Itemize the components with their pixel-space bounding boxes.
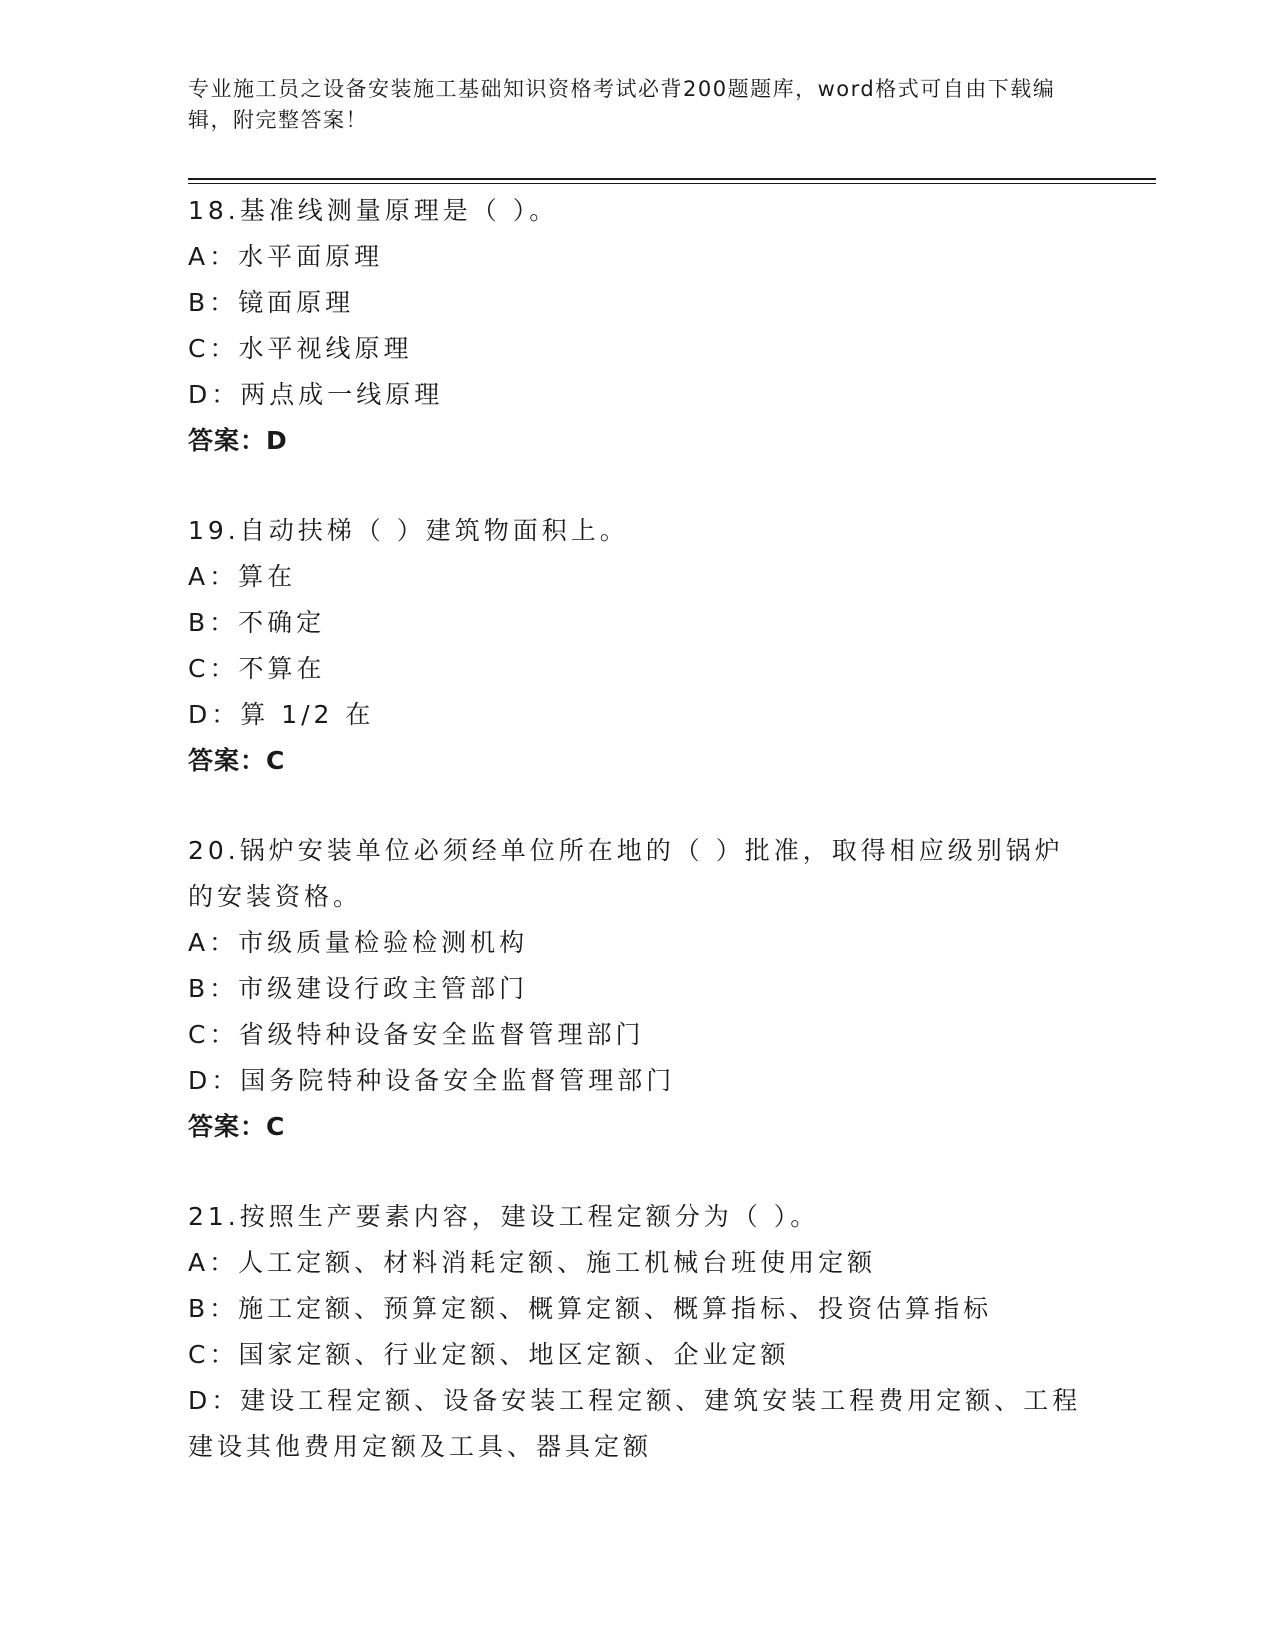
option-b: B：施工定额、预算定额、概算定额、概算指标、投资估算指标 xyxy=(188,1294,993,1323)
option-c: C：不算在 xyxy=(188,654,326,683)
answer-label: 答案：C xyxy=(188,746,286,775)
question-19 xyxy=(188,508,1088,784)
option-d: D：算 1/2 在 xyxy=(188,700,375,729)
option-b: B：镜面原理 xyxy=(188,288,355,317)
question-stem: 20.锅炉安装单位必须经单位所在地的（ ）批准，取得相应级别锅炉的安装资格。 xyxy=(188,836,1064,911)
option-c: C：水平视线原理 xyxy=(188,334,413,363)
option-d: D：建设工程定额、设备安装工程定额、建筑安装工程费用定额、工程建设其他费用定额及工具、器具定额 xyxy=(188,1386,1082,1461)
option-b: B：市级建设行政主管部门 xyxy=(188,974,529,1003)
option-a: A：人工定额、材料消耗定额、施工机械台班使用定额 xyxy=(188,1248,877,1277)
question-list xyxy=(188,188,1088,1514)
header-divider-thin xyxy=(188,183,1156,184)
option-a: A：市级质量检验检测机构 xyxy=(188,928,529,957)
option-b: B：不确定 xyxy=(188,608,326,637)
question-stem: 19.自动扶梯（ ）建筑物面积上。 xyxy=(188,516,629,545)
option-a: A：水平面原理 xyxy=(188,242,384,271)
question-stem: 21.按照生产要素内容，建设工程定额分为（ ）。 xyxy=(188,1202,820,1231)
option-d: D：国务院特种设备安全监督管理部门 xyxy=(188,1066,676,1095)
option-c: C：国家定额、行业定额、地区定额、企业定额 xyxy=(188,1340,790,1369)
document-header-text: 专业施工员之设备安装施工基础知识资格考试必背200题题库，word格式可自由下载编辑，附完整答案！ xyxy=(188,77,1056,132)
question-18 xyxy=(188,188,1088,464)
option-c: C：省级特种设备安全监督管理部门 xyxy=(188,1020,645,1049)
answer-label: 答案：D xyxy=(188,426,288,455)
option-d: D：两点成一线原理 xyxy=(188,380,444,409)
answer-label: 答案：C xyxy=(188,1112,286,1141)
question-20 xyxy=(188,828,1088,1150)
header-divider-thick xyxy=(188,178,1156,180)
question-stem: 18.基准线测量原理是（ ）。 xyxy=(188,196,559,225)
question-21 xyxy=(188,1194,1088,1470)
option-a: A：算在 xyxy=(188,562,297,591)
